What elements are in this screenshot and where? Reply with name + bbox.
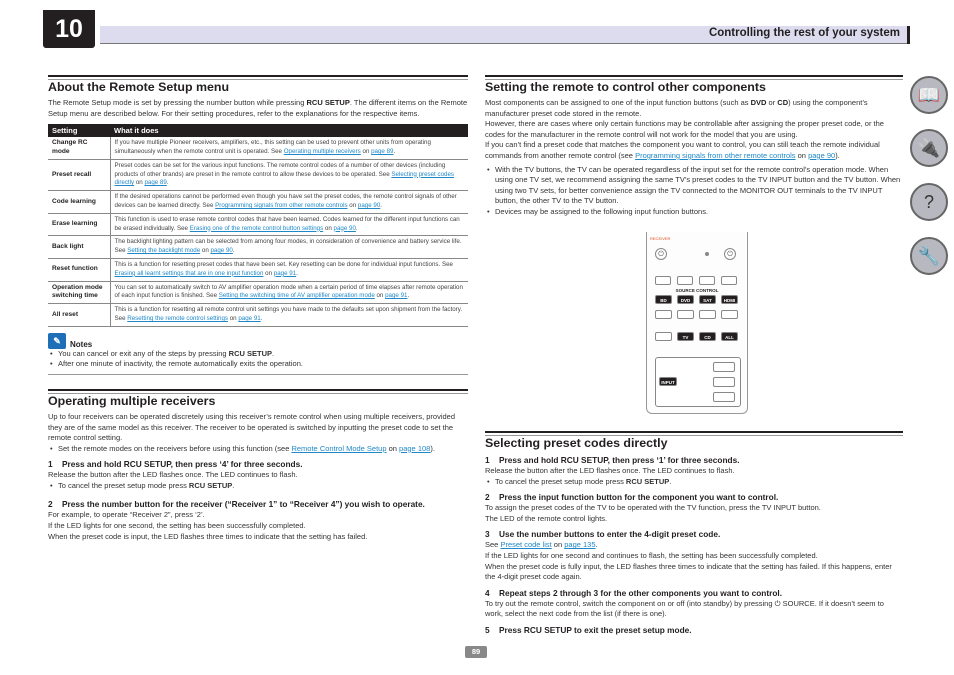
remote-setup-intro: The Remote Setup mode is set by pressing the number button while pressing RCU SETUP. The different items on the Remote Setup menu are described below. For their setting procedures, refer to the explanations for the respective items.: [48, 98, 468, 118]
multiple-receivers-intro: Up to four receivers can be operated discretely using this receiver’s remote control when using multiple receivers, provided they are of the same model as this receiver. The receiver to be operated is switched by inputting the preset code to set the remote control setting.: [48, 411, 456, 443]
page-number: 89: [465, 646, 487, 658]
all-button: ALL: [721, 332, 738, 341]
setting-description: Preset codes can be set for the various input functions. The remote control codes of a number of other devices (including products of other brands) are preset in the remote control to allow these devices to be operated. See Selecting preset codes directly on page 89.: [110, 159, 468, 190]
remote-button: [713, 377, 735, 387]
settings-table: [48, 124, 468, 327]
connection-icon[interactable]: 🔌: [910, 129, 948, 167]
list-item: • To cancel the preset setup mode press RCU SETUP.: [485, 477, 903, 488]
receiver-label: RECEIVER: [650, 236, 671, 241]
table-row: [48, 213, 468, 236]
remote-button: [699, 310, 716, 319]
link-remote-mode-setup[interactable]: Remote Control Mode Setup: [291, 443, 387, 453]
table-page-link[interactable]: page 91: [238, 314, 261, 322]
table-page-link[interactable]: page 91: [273, 269, 297, 277]
step-text: Release the button after the LED flashes once. The LED continues to flash.: [485, 466, 735, 475]
table-row: [48, 236, 468, 259]
link-programming-signals[interactable]: Programming signals from other remote controls: [635, 150, 796, 160]
hdmi-button: HDMI: [721, 295, 738, 304]
chapter-number: 10: [43, 10, 95, 48]
table-link[interactable]: Erasing all learnt settings that are in one input function: [114, 269, 264, 277]
table-link[interactable]: Resetting the remote control settings: [127, 314, 229, 322]
table-row: [48, 304, 468, 327]
remote-button: [655, 276, 671, 285]
step-text: When the preset code is fully input, the LED flashes three times to indicate that the setting has failed. If this happens, enter the 4-digit preset code again.: [485, 561, 892, 582]
list-item: • To cancel the preset setup mode press RCU SETUP.: [48, 481, 468, 492]
step-5: 5 Press RCU SETUP to exit the preset setup mode.: [485, 624, 692, 635]
setting-name: Erase learning: [48, 213, 110, 236]
step-text: See Preset code list on page 135.: [485, 540, 598, 550]
list-item: • Devices may be assigned to the following input function buttons.: [485, 207, 903, 218]
section-title-preset-codes: Selecting preset codes directly: [485, 431, 903, 450]
table-link[interactable]: Erasing one of the remote control button settings: [189, 224, 324, 232]
header-cap: [907, 26, 910, 44]
setting-description: You can set to automatically switch to AV amplifier operation mode when a certain period of time elapses after remote operation of each input function is finished. See Setting the switching time of AV amplifier operation mode on page 91.: [110, 281, 468, 304]
table-row: [48, 137, 468, 159]
remote-button: [677, 276, 693, 285]
table-row: [48, 258, 468, 281]
section-title-remote-setup: About the Remote Setup menu: [48, 75, 468, 94]
table-link[interactable]: Operating multiple receivers: [283, 147, 361, 155]
remote-button: [699, 276, 715, 285]
table-header-setting: Setting: [48, 124, 110, 137]
help-icon[interactable]: 🔧: [910, 237, 948, 275]
source-control-label: SOURCE CONTROL: [675, 288, 719, 293]
setting-description: If the desired operations cannot be performed even though you have set the preset codes, the remote control signals of other devices can be learned directly. See Programming signals from other remote controls on page 90.: [110, 191, 468, 214]
setting-description: This is a function for resetting all remote control unit settings you have made to the defaults set upon shipment from the factory. See Resetting the remote control settings on page 91.: [110, 304, 468, 327]
remote-control-illustration: [646, 232, 748, 414]
table-row: [48, 281, 468, 304]
table-page-link[interactable]: page 90: [210, 247, 233, 255]
table-page-link[interactable]: page 89: [371, 147, 394, 155]
table-page-link[interactable]: page 91: [385, 292, 408, 300]
setting-description: If you have multiple Pioneer receivers, amplifiers, etc., this setting can be used to prevent other units from operating simultaneously when the remote control unit is operated. See Operating multiple receivers on page 89.: [110, 137, 468, 159]
bd-button: BD: [655, 295, 672, 304]
setting-name: Back light: [48, 236, 110, 259]
setting-name: Preset recall: [48, 159, 110, 190]
sat-button: SAT: [699, 295, 716, 304]
table-page-link[interactable]: page 90: [357, 201, 381, 209]
step-1: 1 Press and hold RCU SETUP, then press ‘4’ for three seconds.: [48, 459, 303, 470]
list-item: • Set the remote modes on the receivers before using this function (see Remote Control Mode Setup on page 108).: [48, 444, 468, 455]
section-title-other-components: Setting the remote to control other components: [485, 75, 903, 94]
link-preset-code-list[interactable]: Preset code list: [500, 540, 552, 550]
remote-button: [721, 310, 738, 319]
link-page[interactable]: page 135: [564, 540, 596, 550]
setting-description: This is a function for resetting preset codes that have been set. Key resetting can be done for individual input functions. See Erasing all learnt settings that are in one input function on page 91.: [110, 258, 468, 281]
table-link[interactable]: Setting the backlight mode: [127, 247, 201, 255]
step-3: 3 Use the number buttons to enter the 4-digit preset code.: [485, 529, 721, 540]
remote-button: [721, 276, 737, 285]
input-button: INPUT: [659, 377, 677, 386]
book-icon[interactable]: 📖: [910, 76, 948, 114]
pencil-icon: ✎: [48, 333, 66, 349]
notes-title: Notes: [70, 339, 93, 349]
step-1: 1 Press and hold RCU SETUP, then press ‘1’ for three seconds.: [485, 455, 740, 465]
table-page-link[interactable]: page 90: [333, 224, 356, 232]
setting-name: Reset function: [48, 258, 110, 281]
step-text: If the LED lights for one second and continues to flash, the setting has been successfully completed.: [485, 550, 818, 560]
table-page-link[interactable]: page 89: [144, 179, 167, 187]
table-link[interactable]: Selecting preset codes directly: [114, 170, 454, 187]
list-item: • With the TV buttons, the TV can be operated regardless of the input set for the remote control’s operation mode. When using one TV set, we recommend assigning the same TV’s preset codes to the TV INPUT button and the TV button. When using two TV sets, for better convenience assign the TV connected to the MONITOR OUT terminals to the TV INPUT button, the other TV to the TV button.: [485, 165, 903, 207]
table-row: [48, 159, 468, 190]
note-item: • After one minute of inactivity, the remote automatically exits the operation.: [48, 359, 468, 370]
paragraph: Most components can be assigned to one of the input function buttons (such as DVD or CD) using the component’s manufacturer preset code stored in the remote.: [485, 98, 868, 118]
step-4: 4 Repeat steps 2 through 3 for the other components you want to control.: [485, 587, 783, 598]
step-text: Release the button after the LED flashes once. The LED continues to flash.: [48, 470, 298, 480]
link-page[interactable]: page 90: [808, 150, 836, 160]
step-text: The LED of the remote control lights.: [485, 513, 608, 523]
dvd-button: DVD: [677, 295, 694, 304]
step-text: To try out the remote control, switch the component on or off (into standby) by pressing ⏻ SOURCE. If it doesn’t seem to work, select the next code from the list (if there is one).: [485, 598, 884, 619]
setting-name: Code learning: [48, 191, 110, 214]
remote-button: [713, 362, 735, 372]
setting-name: All reset: [48, 304, 110, 327]
page-title: Controlling the rest of your system: [708, 27, 900, 39]
step-text: If the LED lights for one second, the setting has been successfully completed.: [48, 521, 306, 531]
cd-button: CD: [699, 332, 716, 341]
paragraph: However, there are cases where only certain functions may be controllable after assigning the proper preset code, or the codes for the manufacturer in the remote control will not work for the model that you are using.: [485, 119, 884, 139]
left-column: [48, 75, 468, 542]
remote-button: [655, 332, 672, 341]
remote-button: [655, 310, 672, 319]
step-text: To assign the preset codes of the TV to be operated with the TV function, press the TV INPUT button.: [485, 503, 821, 513]
table-link[interactable]: Programming signals from other remote controls: [215, 201, 348, 209]
paragraph: If you can’t find a preset code that matches the component you want to control, you can still teach the remote individual commands from another remote control (see Programming signals from other remote controls on page 90).: [485, 140, 880, 160]
table-header-what: What it does: [110, 124, 468, 137]
led-indicator: [705, 252, 709, 256]
setting-name: Operation mode switching time: [48, 281, 110, 304]
remote-button: [677, 310, 694, 319]
section-title-multiple-receivers: Operating multiple receivers: [48, 389, 468, 408]
step-2: 2 Press the number button for the receiver (“Receiver 1” to “Receiver 4”) you wish to operate.: [48, 499, 425, 510]
remote-button: [713, 392, 735, 402]
note-item: • You can cancel or exit any of the steps by pressing RCU SETUP.: [48, 349, 468, 360]
settings-icon[interactable]: ?: [910, 183, 948, 221]
table-link[interactable]: Setting the switching time of AV amplifier operation mode: [218, 292, 375, 300]
power-icon: ⏻: [655, 248, 667, 260]
notes-box: [48, 333, 468, 375]
step-2: 2 Press the input function button for the component you want to control.: [485, 492, 779, 503]
link-page[interactable]: page 108: [399, 443, 431, 453]
setting-description: The backlight lighting pattern can be selected from among four modes, in consideration of convenience and battery service life. See Setting the backlight mode on page 90.: [110, 236, 468, 259]
step-text: When the preset code is input, the LED flashes three times to indicate that the setting has failed.: [48, 531, 368, 541]
setting-description: This function is used to erase remote control codes that have been learned. Codes learned for the different input functions can be erased individually. See Erasing one of the remote control button settings on page 90.: [110, 213, 468, 236]
tv-button: TV: [677, 332, 694, 341]
step-text: For example, to operate “Receiver 2”, press ‘2’.: [48, 510, 205, 520]
setting-name: Change RC mode: [48, 137, 110, 159]
header-bar: [100, 26, 910, 44]
power-icon: ⏻: [724, 248, 736, 260]
table-row: [48, 191, 468, 214]
